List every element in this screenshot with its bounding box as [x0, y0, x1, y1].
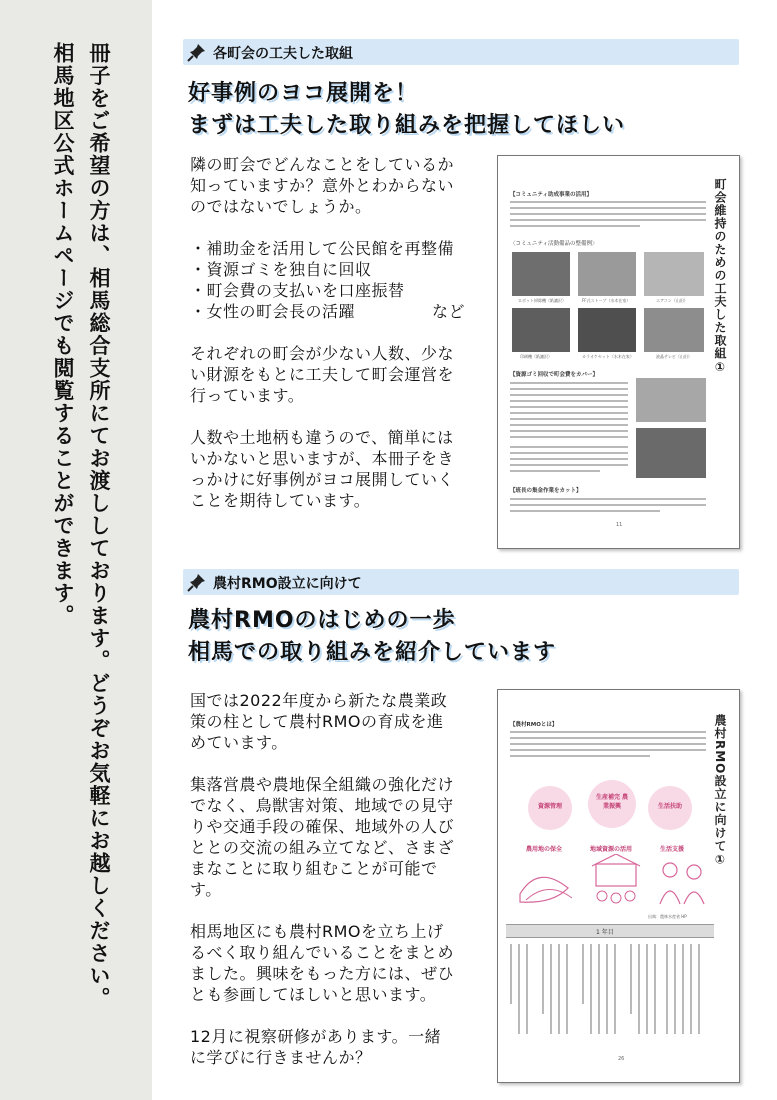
text-line: 人数や土地柄も違うので、簡単には [190, 428, 454, 447]
text-line: いかないと思いますが、本冊子をき [190, 449, 455, 468]
headline-2: まずは工夫した取り組みを把握してほしい [188, 113, 626, 138]
doc-page-number: 26 [618, 1056, 625, 1062]
text-line: 隣の町会でどんなことをしているか [190, 155, 455, 174]
text-line: ことを期待しています。 [190, 491, 371, 510]
text-line: とも参画してほしいと思います。 [190, 985, 437, 1004]
text-line: っかけに好事例がヨコ展開していく [190, 470, 455, 489]
photo-storage-shed [636, 378, 706, 422]
doc-vertical-title: 町会維持のための工夫した取組① [713, 178, 727, 375]
text-line: 国では2022年度から新たな農業政 [190, 691, 448, 710]
text-line: 12月に視察研修があります。一緒 [190, 1027, 442, 1046]
doc-heading: 【コミュニティ助成事業の活用】 [510, 192, 592, 198]
diagram-circle: 生活扶助 [648, 786, 692, 830]
text-line: に学びに行きませんか？ [190, 1048, 372, 1067]
booklet-page-thumbnail-1: 町会維持のための工夫した取組① 【コミュニティ助成事業の活用】 〈コミュニティ活動備品の整備例〉 ロボット掃除機（紙漉沢） FF式ストーブ（水木在家） エアコン（山田） 印刷機（紙漉沢） カラオケセット（水木在家） 液晶テレビ（山田） 【資源ゴミ回収で町会費をカバー】 【班長の集金作業をカット】 11 [497, 155, 740, 549]
list-item: ・補助金を活用して公民館を再整備 [190, 239, 455, 258]
diagram-circle: 生産補完 農業振興 [588, 780, 636, 828]
photo-recycling [636, 428, 706, 478]
section2-body [190, 690, 472, 1068]
text-line: 相馬地区にも農村RMOを立ち上げ [190, 922, 444, 941]
text-line: ました。興味をもった方には、ぜひ [190, 964, 455, 983]
text-line: るべく取り組んでいることをまとめ [190, 943, 455, 962]
text-line: す。 [190, 880, 222, 899]
doc-source: 出典：農林水産省 HP [648, 914, 687, 919]
photo-tv [644, 308, 704, 352]
list-tail: など [432, 302, 466, 321]
photo-robot-vacuum [512, 252, 570, 296]
list-item: ・町会費の支払いを口座振替 [190, 281, 405, 300]
section-bar-rural-rmo [183, 569, 739, 595]
text-line: めています。 [190, 733, 288, 752]
text-line: のではないでしょうか。 [190, 197, 372, 216]
list-item: ・資源ゴミを独自に回収 [190, 260, 372, 279]
doc-subheading: 〈コミュニティ活動備品の整備例〉 [510, 241, 598, 247]
text-line: りや交通手段の確保、地域外の人び [190, 817, 455, 836]
sidebar-panel [0, 0, 152, 1100]
doc-heading: 【班長の集金作業をカット】 [510, 488, 582, 494]
text-line: い財源をもとに工夫して町会運営を [190, 365, 455, 384]
text-line: 策の柱として農村RMOの育成を進 [190, 712, 444, 731]
doc-page-number: 11 [616, 522, 623, 528]
text-line: 知っていますか？意外とわからない [190, 176, 455, 195]
booklet-page-thumbnail-2: 農村RMO設立に向けて① 【農村RMOとは】 資源管理 生産補完 農業振興 生活扶助 農用地の保全 地域資源の活用 生活支援 出典：農林水産省 HP 1 年目 26 [497, 689, 740, 1083]
text-line: まなことに取り組むことが可能で [190, 859, 438, 878]
doc-heading: 【資源ゴミ回収で町会費をカバー】 [510, 372, 599, 378]
diagram-circle: 資源管理 [528, 786, 572, 830]
text-line: それぞれの町会が少ない人数、少な [190, 344, 455, 363]
sidebar-notice-text: 冊子をご希望の方は、相馬総合支所にてお渡ししております。どうぞお気軽にお越しください。 [87, 42, 111, 1010]
photo-printer [512, 308, 570, 352]
section-bar-town-council [183, 39, 739, 65]
doc-heading: 【農村RMOとは】 [510, 722, 558, 728]
text-line: 集落営農や農地保全組織の強化だけ [190, 775, 455, 794]
photo-karaoke [578, 308, 636, 352]
headline-1: 農村RMOのはじめの一歩 [188, 608, 456, 633]
section-label: 各町会の工夫した取組 [213, 46, 353, 62]
list-item: ・女性の町会長の活躍 など [190, 302, 466, 321]
doc-year-bar: 1 年目 [506, 924, 714, 938]
section1-body [190, 154, 472, 511]
text-line: ととの交流の組み立てなど、さまざ [190, 838, 455, 857]
photo-air-conditioner [644, 252, 704, 296]
section-label: 農村RMO設立に向けて [213, 576, 362, 592]
doc-vertical-title: 農村RMO設立に向けて① [713, 714, 727, 868]
headline-1: 好事例のヨコ展開を！ [188, 81, 419, 106]
photo-stove [578, 252, 636, 296]
pushpin-icon [187, 42, 207, 62]
headline-2: 相馬での取り組みを紹介しています [188, 640, 557, 665]
sidebar-homepage-text: 相馬地区公式ホームページでも閲覧することができます。 [51, 42, 75, 627]
pushpin-icon [187, 572, 207, 592]
text-line: でなく、鳥獣害対策、地域での見守 [190, 796, 454, 815]
rmo-illustration [518, 854, 714, 910]
text-line: 行っています。 [190, 386, 305, 405]
